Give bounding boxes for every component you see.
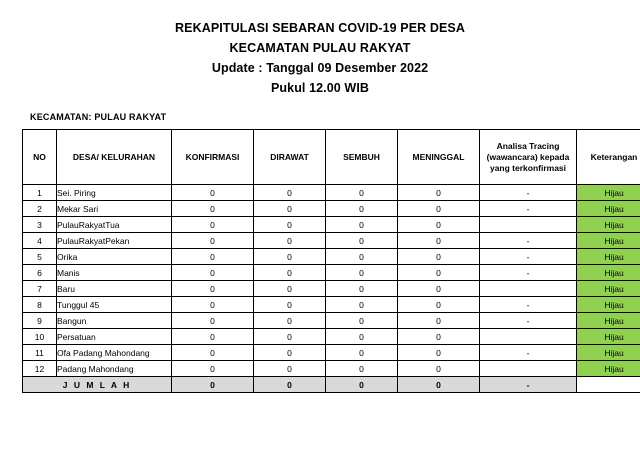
cell-analisa: - — [480, 297, 577, 313]
cell-keterangan: Hijau — [577, 361, 640, 377]
cell-desa: Bangun — [57, 313, 172, 329]
table-row — [23, 249, 640, 265]
cell-no: 11 — [23, 345, 57, 361]
cell-desa: PulauRakyatPekan — [57, 233, 172, 249]
cell-analisa: - — [480, 185, 577, 201]
cell-konfirmasi: 0 — [172, 201, 254, 217]
cell-analisa: - — [480, 233, 577, 249]
cell-desa: Baru — [57, 281, 172, 297]
column-header-dirawat: DIRAWAT — [254, 130, 326, 185]
cell-meninggal: 0 — [398, 265, 480, 281]
cell-keterangan: Hijau — [577, 249, 640, 265]
cell-no: 9 — [23, 313, 57, 329]
cell-desa — [57, 345, 172, 361]
cell-desa: Persatuan — [57, 329, 172, 345]
cell-keterangan: Hijau — [577, 201, 640, 217]
cell-meninggal: 0 — [398, 217, 480, 233]
cell-desa: Mekar Sari — [57, 201, 172, 217]
cell-no: 8 — [23, 297, 57, 313]
cell-keterangan: Hijau — [577, 297, 640, 313]
cell-meninggal: 0 — [398, 281, 480, 297]
cell-dirawat: 0 — [254, 281, 326, 297]
cell-desa: PulauRakyatTua — [57, 217, 172, 233]
cell-desa-text: Ofa Padang Mahondang — [57, 347, 150, 358]
cell-dirawat: 0 — [254, 313, 326, 329]
cell-dirawat: 0 — [254, 297, 326, 313]
cell-sembuh: 0 — [326, 329, 398, 345]
cell-meninggal: 0 — [398, 233, 480, 249]
cell-no: 5 — [23, 249, 57, 265]
table-row — [23, 361, 640, 377]
cell-no: 6 — [23, 265, 57, 281]
cell-meninggal: 0 — [398, 313, 480, 329]
cell-analisa: - — [480, 345, 577, 361]
cell-sembuh: 0 — [326, 201, 398, 217]
total-konfirmasi: 0 — [172, 377, 254, 393]
cell-analisa: - — [480, 249, 577, 265]
cell-no: 4 — [23, 233, 57, 249]
recap-table — [22, 129, 640, 393]
cell-dirawat: 0 — [254, 233, 326, 249]
cell-konfirmasi: 0 — [172, 233, 254, 249]
total-keterangan — [577, 377, 640, 393]
table-row — [23, 265, 640, 281]
table-body — [23, 185, 640, 393]
column-header-desa: DESA/ KELURAHAN — [57, 130, 172, 185]
cell-meninggal: 0 — [398, 249, 480, 265]
cell-keterangan: Hijau — [577, 281, 640, 297]
cell-sembuh: 0 — [326, 265, 398, 281]
cell-sembuh: 0 — [326, 233, 398, 249]
table-row — [23, 313, 640, 329]
table-row — [23, 233, 640, 249]
document-header — [22, 0, 618, 98]
cell-dirawat: 0 — [254, 185, 326, 201]
cell-konfirmasi: 0 — [172, 361, 254, 377]
cell-desa-text: Padang Mahondang — [57, 363, 134, 374]
cell-desa: Tunggul 45 — [57, 297, 172, 313]
title-line-3: Update : Tanggal 09 Desember 2022 — [211, 61, 429, 75]
cell-keterangan: Hijau — [577, 185, 640, 201]
cell-no: 7 — [23, 281, 57, 297]
cell-konfirmasi: 0 — [172, 313, 254, 329]
cell-dirawat: 0 — [254, 249, 326, 265]
cell-sembuh: 0 — [326, 185, 398, 201]
cell-analisa: - — [480, 265, 577, 281]
cell-meninggal: 0 — [398, 201, 480, 217]
table-row — [23, 329, 640, 345]
cell-konfirmasi: 0 — [172, 217, 254, 233]
cell-konfirmasi: 0 — [172, 345, 254, 361]
cell-analisa: - — [480, 313, 577, 329]
table-row — [23, 281, 640, 297]
cell-konfirmasi: 0 — [172, 329, 254, 345]
cell-konfirmasi: 0 — [172, 249, 254, 265]
cell-konfirmasi: 0 — [172, 265, 254, 281]
cell-no: 10 — [23, 329, 57, 345]
cell-dirawat: 0 — [254, 201, 326, 217]
column-header-sembuh: SEMBUH — [326, 130, 398, 185]
cell-no: 12 — [23, 361, 57, 377]
title-line-4: Pukul 12.00 WIB — [270, 81, 370, 95]
cell-keterangan: Hijau — [577, 265, 640, 281]
table-row — [23, 217, 640, 233]
cell-sembuh: 0 — [326, 217, 398, 233]
cell-dirawat: 0 — [254, 329, 326, 345]
table-row — [23, 185, 640, 201]
cell-keterangan: Hijau — [577, 233, 640, 249]
total-analisa: - — [480, 377, 577, 393]
cell-meninggal: 0 — [398, 185, 480, 201]
cell-dirawat: 0 — [254, 361, 326, 377]
table-row — [23, 297, 640, 313]
cell-no: 2 — [23, 201, 57, 217]
table-header-row — [23, 130, 640, 185]
cell-meninggal: 0 — [398, 329, 480, 345]
table-total-row — [23, 377, 640, 393]
cell-analisa — [480, 217, 577, 233]
cell-konfirmasi: 0 — [172, 281, 254, 297]
cell-sembuh: 0 — [326, 249, 398, 265]
total-sembuh: 0 — [326, 377, 398, 393]
cell-analisa — [480, 329, 577, 345]
cell-meninggal: 0 — [398, 297, 480, 313]
cell-keterangan: Hijau — [577, 345, 640, 361]
title-line-1: REKAPITULASI SEBARAN COVID-19 PER DESA — [175, 21, 465, 35]
total-label: J U M L A H — [23, 377, 172, 393]
cell-sembuh: 0 — [326, 297, 398, 313]
cell-desa: Manis — [57, 265, 172, 281]
cell-meninggal: 0 — [398, 361, 480, 377]
cell-konfirmasi: 0 — [172, 297, 254, 313]
table-row — [23, 201, 640, 217]
cell-dirawat: 0 — [254, 265, 326, 281]
cell-sembuh: 0 — [326, 345, 398, 361]
cell-keterangan: Hijau — [577, 313, 640, 329]
cell-sembuh: 0 — [326, 281, 398, 297]
cell-meninggal: 0 — [398, 345, 480, 361]
cell-keterangan: Hijau — [577, 217, 640, 233]
total-dirawat: 0 — [254, 377, 326, 393]
column-header-konfirmasi: KONFIRMASI — [172, 130, 254, 185]
cell-desa: Orika — [57, 249, 172, 265]
cell-analisa — [480, 361, 577, 377]
cell-keterangan: Hijau — [577, 329, 640, 345]
column-header-keterangan: Keterangan — [577, 130, 640, 185]
cell-dirawat: 0 — [254, 217, 326, 233]
title-line-2: KECAMATAN PULAU RAKYAT — [229, 41, 411, 55]
column-header-no: NO — [23, 130, 57, 185]
total-meninggal: 0 — [398, 377, 480, 393]
column-header-meninggal: MENINGGAL — [398, 130, 480, 185]
column-header-analisa-tracing: Analisa Tracing (wawancara) kepada yang terkonfirmasi — [480, 130, 577, 185]
cell-analisa — [480, 281, 577, 297]
cell-desa — [57, 361, 172, 377]
cell-konfirmasi: 0 — [172, 185, 254, 201]
cell-sembuh: 0 — [326, 313, 398, 329]
cell-no: 1 — [23, 185, 57, 201]
cell-analisa: - — [480, 201, 577, 217]
cell-no: 3 — [23, 217, 57, 233]
cell-sembuh: 0 — [326, 361, 398, 377]
table-row — [23, 345, 640, 361]
cell-dirawat: 0 — [254, 345, 326, 361]
cell-desa: Sei. Piring — [57, 185, 172, 201]
subheading-kecamatan: KECAMATAN: PULAU RAKYAT — [30, 112, 167, 122]
